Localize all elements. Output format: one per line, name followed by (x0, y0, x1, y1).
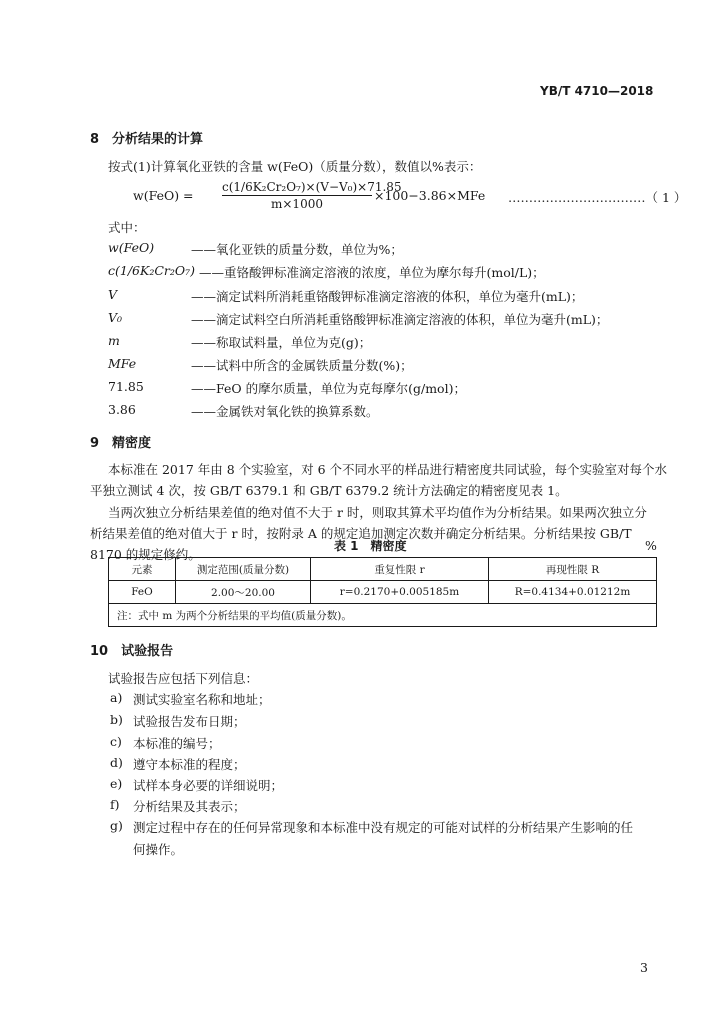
table-caption: 表 1 精密度 (334, 539, 407, 553)
def-desc: ——滴定试料空白所消耗重铬酸钾标准滴定溶液的体积，单位为毫升(mL)； (191, 312, 609, 327)
list-marker: a) (110, 690, 123, 705)
section-10-title: 10 试验报告 (90, 644, 174, 659)
def-desc: ——滴定试料所消耗重铬酸钾标准滴定溶液的体积，单位为毫升(mL)； (191, 289, 584, 304)
section-10-intro: 试验报告应包括下列信息： (108, 671, 259, 686)
table-cell: R=0.4134+0.01212m (489, 581, 657, 604)
table-cell: r=0.2170+0.005185m (311, 581, 489, 604)
list-marker: e) (110, 776, 123, 791)
def-desc: ——试料中所含的金属铁质量分数(%)； (191, 358, 413, 373)
table-cell: 2.00～20.00 (176, 581, 311, 604)
page-number: 3 (640, 960, 648, 975)
table-header: 元素 (109, 558, 176, 581)
section-8-intro: 按式(1)计算氧化亚铁的含量 w(FeO)（质量分数），数值以%表示： (108, 159, 482, 174)
precision-table (108, 557, 657, 627)
paragraph-line: 本标准在 2017 年由 8 个实验室，对 6 个不同水平的样品进行精密度共同试验，每个实验室对每个水 (108, 462, 668, 477)
list-item: 分析结果及其表示； (133, 799, 246, 814)
formula-fraction (222, 180, 402, 211)
where-label: 式中： (108, 220, 146, 235)
list-marker: c) (110, 734, 122, 749)
paragraph-line: 8170 的规定修约。 (90, 547, 201, 562)
def-desc: ——氧化亚铁的质量分数，单位为%； (191, 242, 403, 257)
list-item: 测定过程中存在的任何异常现象和本标准中没有规定的可能对试样的分析结果产生影响的任 (133, 820, 634, 835)
table-header: 再现性限 R (489, 558, 657, 581)
table-row (109, 581, 657, 604)
table-note: 注：式中 m 为两个分析结果的平均值(质量分数)。 (109, 604, 657, 627)
def-symbol: w(FeO) (108, 240, 155, 255)
def-symbol: V (108, 287, 118, 302)
formula-lhs: w(FeO) = (133, 188, 194, 203)
standard-number: YB/T 4710—2018 (540, 84, 654, 98)
def-desc: ——重铬酸钾标准滴定溶液的浓度，单位为摩尔每升(mol/L)； (199, 265, 545, 280)
table-note-row (109, 604, 657, 627)
list-marker: b) (110, 712, 123, 727)
def-desc: ——称取试料量，单位为克(g)； (191, 335, 372, 350)
def-symbol: c(1/6K₂Cr₂O₇) (108, 263, 196, 278)
list-item: 遵守本标准的程度； (133, 757, 246, 772)
section-9-title: 9 精密度 (90, 436, 152, 451)
list-item: 测试实验室名称和地址； (133, 692, 271, 707)
list-marker: d) (110, 755, 123, 770)
def-symbol: m (108, 333, 120, 348)
list-item-continuation: 何操作。 (133, 842, 184, 857)
list-item: 本标准的编号； (133, 736, 221, 751)
def-symbol: MFe (108, 356, 137, 371)
formula-numerator: c(1/6K₂Cr₂O₇)×(V−V₀)×71.85 (222, 180, 402, 194)
table-header: 测定范围(质量分数) (176, 558, 311, 581)
def-symbol: 3.86 (108, 402, 136, 417)
def-symbol: 71.85 (108, 379, 144, 394)
def-symbol: V₀ (108, 310, 123, 325)
table-header: 重复性限 r (311, 558, 489, 581)
paragraph-line: 平独立测试 4 次，按 GB/T 6379.1 和 GB/T 6379.2 统计方法确定的精密度见表 1。 (90, 483, 568, 498)
paragraph-line: 析结果差值的绝对值大于 r 时，按附录 A 的规定追加测定次数并确定分析结果。分析结果按 GB/T (90, 526, 632, 541)
formula-denominator: m×1000 (271, 197, 323, 211)
def-desc: ——金属铁对氧化铁的换算系数。 (191, 404, 379, 419)
paragraph-line: 当两次独立分析结果差值的绝对值不大于 r 时，则取其算术平均值作为分析结果。如果两次独立分 (108, 505, 647, 520)
table-unit: % (645, 538, 657, 553)
formula-number: ……………………………（ 1 ） (508, 190, 687, 205)
table-cell: FeO (109, 581, 176, 604)
section-8-title: 8 分析结果的计算 (90, 132, 204, 147)
table-header-row (109, 558, 657, 581)
list-item: 试验报告发布日期； (133, 714, 246, 729)
list-item: 试样本身必要的详细说明； (133, 778, 284, 793)
list-marker: g) (110, 818, 123, 833)
list-marker: f) (110, 797, 120, 812)
formula-tail: ×100−3.86×MFe (374, 188, 486, 203)
def-desc: ——FeO 的摩尔质量，单位为克每摩尔(g/mol)； (191, 381, 466, 396)
